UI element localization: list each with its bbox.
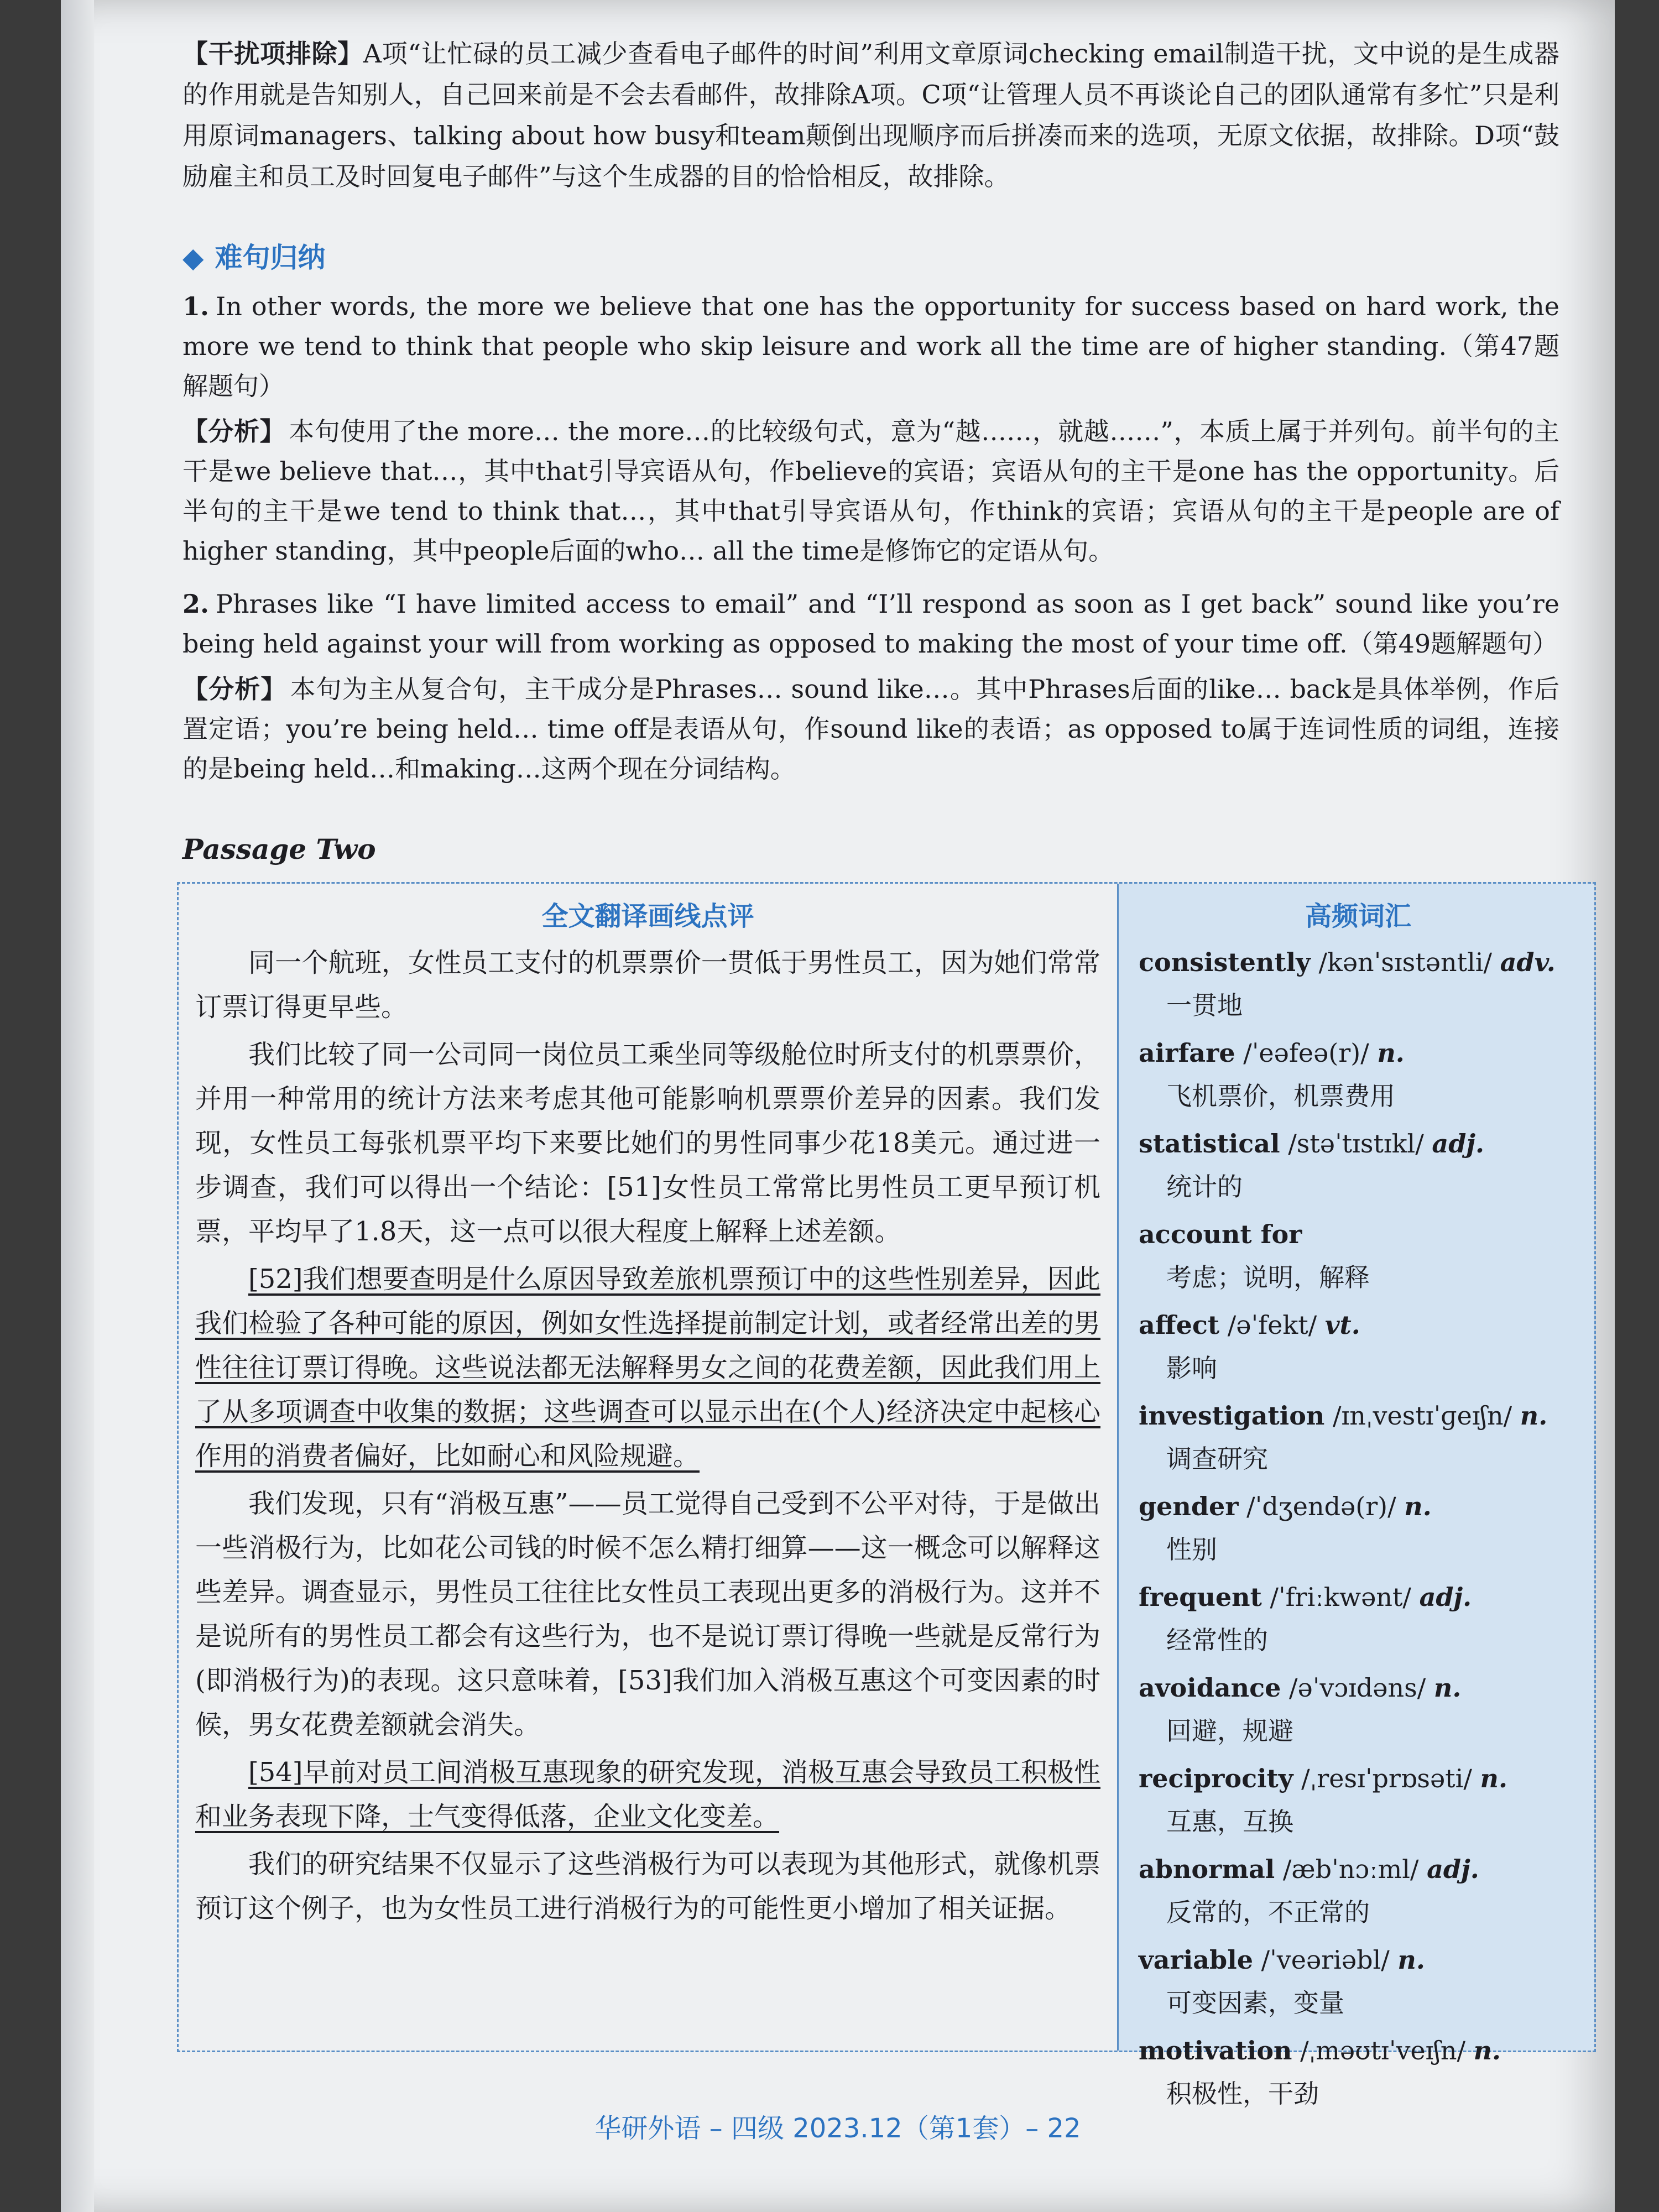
analysis-text: 本句为主从复合句，主干成分是Phrases… sound like…。其中Phrases后面的like… back是具体举例，作后置定语；you’re being held… time off是表语从句，作sound like的表语；as opposed to属于连词性质的词组，连接的是being held…和making…这两个现在分词结构。	[182, 674, 1559, 784]
vocab-phonetic: /əˈfekt/	[1227, 1310, 1317, 1340]
vocab-meaning: 统计的	[1166, 1172, 1243, 1202]
vocab-meaning: 影响	[1166, 1353, 1217, 1383]
vocab-pos: n.	[1433, 1673, 1462, 1703]
vocab-pos: n.	[1520, 1401, 1548, 1431]
vocab-phonetic: /stəˈtɪstɪkl/	[1288, 1129, 1424, 1159]
vocab-word: airfare	[1139, 1038, 1235, 1068]
analysis-2	[182, 669, 1559, 789]
vocab-entry	[1139, 941, 1578, 1027]
vocab-pos: adj.	[1432, 1129, 1485, 1159]
translation-heading: 全文翻译画线点评	[541, 901, 754, 932]
analysis-tag: 【分析】	[182, 674, 287, 704]
vocab-word: affect	[1139, 1310, 1220, 1340]
vocab-meaning: 反常的，不正常的	[1166, 1897, 1370, 1927]
vocab-entry	[1139, 1031, 1578, 1118]
vocab-pos: adj.	[1427, 1854, 1479, 1884]
vocab-phonetic: /ˈfriːkwənt/	[1270, 1582, 1411, 1612]
vocab-entry	[1139, 1575, 1578, 1662]
passage-title: Passage Two	[182, 833, 376, 865]
vocab-entry	[1139, 1485, 1578, 1571]
analysis-1	[182, 411, 1559, 571]
translation-paragraph: [54]早前对员工间消极互惠现象的研究发现，消极互惠会导致员工积极性和业务表现下降，士气变得低落，企业文化变差。	[195, 1757, 1100, 1832]
item-sentence: Phrases like “I have limited access to email” and “I’ll respond as soon as I get back” sound like you’re being held against your will from working as opposed to making the most of your time off.（第49题解题句）	[182, 589, 1559, 659]
analysis-text: 本句使用了the more… the more…的比较级句式，意为“越……，就越……”，本质上属于并列句。前半句的主干是we believe that…，其中that引导宾语从句，作believe的宾语；宾语从句的主干是one has the opportunity。后半句的主干是we tend to think that…，其中that引导宾语从句，作think的宾语；宾语从句的主干是people are of higher standing，其中people后面的who… all the time是修饰它的定语从句。	[182, 416, 1560, 566]
vocab-meaning: 互惠，互换	[1166, 1807, 1293, 1837]
translation-paragraph: 我们的研究结果不仅显示了这些消极行为可以表现为其他形式，就像机票预订这个例子，也为女性员工进行消极行为的可能性更小增加了相关证据。	[195, 1849, 1100, 1924]
vocab-pos: adv.	[1500, 947, 1556, 977]
vocab-word: abnormal	[1139, 1854, 1275, 1884]
vocab-entry	[1139, 1394, 1578, 1480]
vocab-phonetic: /ˈdʒendə(r)/	[1246, 1491, 1396, 1521]
vocab-meaning: 调查研究	[1166, 1444, 1268, 1474]
translation-paragraph: 我们比较了同一公司同一岗位员工乘坐同等级舱位时所支付的机票票价，并用一种常用的统计方法来考虑其他可能影响机票票价差异的因素。我们发现，女性员工每张机票平均下来要比她们的男性同事少花18美元。通过进一步调查，我们可以得出一个结论：[51]女性员工常常比男性员工更早预订机票，平均早了1.8天，这一点可以很大程度上解释上述差额。	[195, 1039, 1100, 1247]
vocab-entry	[1139, 1757, 1578, 1843]
item-number: 1.	[182, 291, 210, 321]
section-title: 难句归纳	[215, 242, 326, 274]
vocab-meaning: 可变因素，变量	[1166, 1988, 1344, 2018]
vocab-phonetic: /ˌresɪˈprɒsəti/	[1301, 1764, 1472, 1793]
vocab-entry	[1139, 1122, 1578, 1208]
vocab-word: account for	[1139, 1219, 1302, 1249]
vocab-phonetic: /ɪnˌvestɪˈɡeɪʃn/	[1332, 1401, 1512, 1431]
vocab-pos: adj.	[1419, 1582, 1472, 1612]
vocab-meaning: 飞机票价，机票费用	[1166, 1081, 1395, 1111]
vocab-word: frequent	[1139, 1582, 1262, 1612]
vocab-meaning: 考虑；说明，解释	[1166, 1262, 1370, 1292]
translation-paragraph: [52]我们想要查明是什么原因导致差旅机票预订中的这些性别差异，因此我们检验了各种可能的原因，例如女性选择提前制定计划，或者经常出差的男性往往订票订得晚。这些说法都无法解释男女之间的花费差额，因此我们用上了从多项调查中收集的数据；这些调查可以显示出在(个人)经济决定中起核心作用的消费者偏好，比如耐心和风险规避。	[195, 1264, 1100, 1472]
vocabulary-column	[1119, 884, 1594, 2109]
vocab-phonetic: /ˈeəfeə(r)/	[1243, 1038, 1369, 1068]
vocabulary-list	[1139, 941, 1578, 2115]
item-number: 2.	[182, 589, 210, 619]
item-sentence: In other words, the more we believe that one has the opportunity for success based on hard work, the more we tend to think that people who skip leisure and work all the time are of higher standing.（第47题解题句）	[182, 291, 1559, 401]
vocab-entry	[1139, 1303, 1578, 1390]
page-sheet	[61, 0, 1615, 2212]
diamond-icon: ◆	[182, 242, 204, 274]
page-footer: 华研外语 – 四级 2023.12（第1套）– 22	[594, 2113, 1081, 2144]
translation-column	[179, 884, 1119, 2051]
vocab-phonetic: /kənˈsɪstəntli/	[1318, 947, 1492, 977]
vocab-meaning: 性别	[1166, 1535, 1217, 1564]
distractor-explanation	[182, 33, 1559, 197]
vocab-phonetic: /əˈvɔɪdəns/	[1289, 1673, 1426, 1703]
translation-paragraph: 同一个航班，女性员工支付的机票票价一贯低于男性员工，因为她们常常订票订得更早些。	[195, 947, 1100, 1022]
vocab-meaning: 积极性，干劲	[1166, 2079, 1319, 2109]
distractor-tag: 【干扰项排除】	[182, 39, 363, 69]
vocab-entry	[1139, 1666, 1578, 1752]
vocab-word: avoidance	[1139, 1673, 1281, 1703]
vocab-pos: n.	[1404, 1491, 1432, 1521]
vocab-pos: n.	[1480, 1764, 1507, 1793]
vocab-pos: vt.	[1324, 1310, 1360, 1340]
page-fold-shadow	[61, 0, 94, 2212]
vocab-word: statistical	[1139, 1129, 1280, 1159]
translation-body	[195, 941, 1100, 1931]
vocab-phonetic: /æbˈnɔːml/	[1282, 1854, 1419, 1884]
distractor-text: A项“让忙碌的员工减少查看电子邮件的时间”利用文章原词checking email制造干扰，文中说的是生成器的作用就是告知别人，自己回来前是不会去看邮件，故排除A项。C项“让管理人员不再谈论自己的团队通常有多忙”只是利用原词managers、talking about how busy和team颠倒出现顺序而后拼凑而来的选项，无原文依据，故排除。D项“鼓励雇主和员工及时回复电子邮件”与这个生成器的目的恰恰相反，故排除。	[182, 39, 1559, 191]
vocabulary-heading: 高频词汇	[1305, 901, 1411, 932]
vocab-entry	[1139, 2029, 1578, 2115]
vocab-word: reciprocity	[1139, 1764, 1293, 1793]
vocab-pos: n.	[1397, 1945, 1425, 1975]
vocab-word: motivation	[1139, 2036, 1292, 2065]
vocab-word: consistently	[1139, 947, 1311, 977]
vocab-word: variable	[1139, 1945, 1253, 1975]
passage-frame	[177, 882, 1596, 2109]
analysis-tag: 【分析】	[182, 416, 286, 446]
vocab-pos: n.	[1473, 2036, 1501, 2065]
vocab-entry	[1139, 1213, 1578, 1299]
vocab-pos: n.	[1377, 1038, 1405, 1068]
vocab-word: investigation	[1139, 1401, 1325, 1431]
difficult-sentence-2	[182, 584, 1559, 664]
difficult-sentence-1	[182, 286, 1559, 406]
vocab-meaning: 经常性的	[1166, 1625, 1268, 1655]
translation-paragraph: 我们发现，只有“消极互惠”——员工觉得自己受到不公平对待，于是做出一些消极行为，比如花公司钱的时候不怎么精打细算——这一概念可以解释这些差异。调查显示，男性员工往往比女性员工表现出更多的消极行为。这并不是说所有的男性员工都会有这些行为，也不是说订票订得晚一些就是反常行为(即消极行为)的表现。这只意味着，[53]我们加入消极互惠这个可变因素的时候，男女花费差额就会消失。	[195, 1488, 1100, 1740]
vocab-meaning: 一贯地	[1166, 990, 1243, 1020]
section-heading	[182, 236, 1559, 275]
vocab-word: gender	[1139, 1491, 1239, 1521]
vocab-entry	[1139, 1938, 1578, 2025]
vocab-phonetic: /ˈveəriəbl/	[1261, 1945, 1390, 1975]
vocab-entry	[1139, 1848, 1578, 1934]
page-content	[182, 33, 1560, 2109]
vocab-phonetic: /ˌməʊtɪˈveɪʃn/	[1300, 2036, 1465, 2065]
vocab-meaning: 回避，规避	[1166, 1716, 1293, 1746]
